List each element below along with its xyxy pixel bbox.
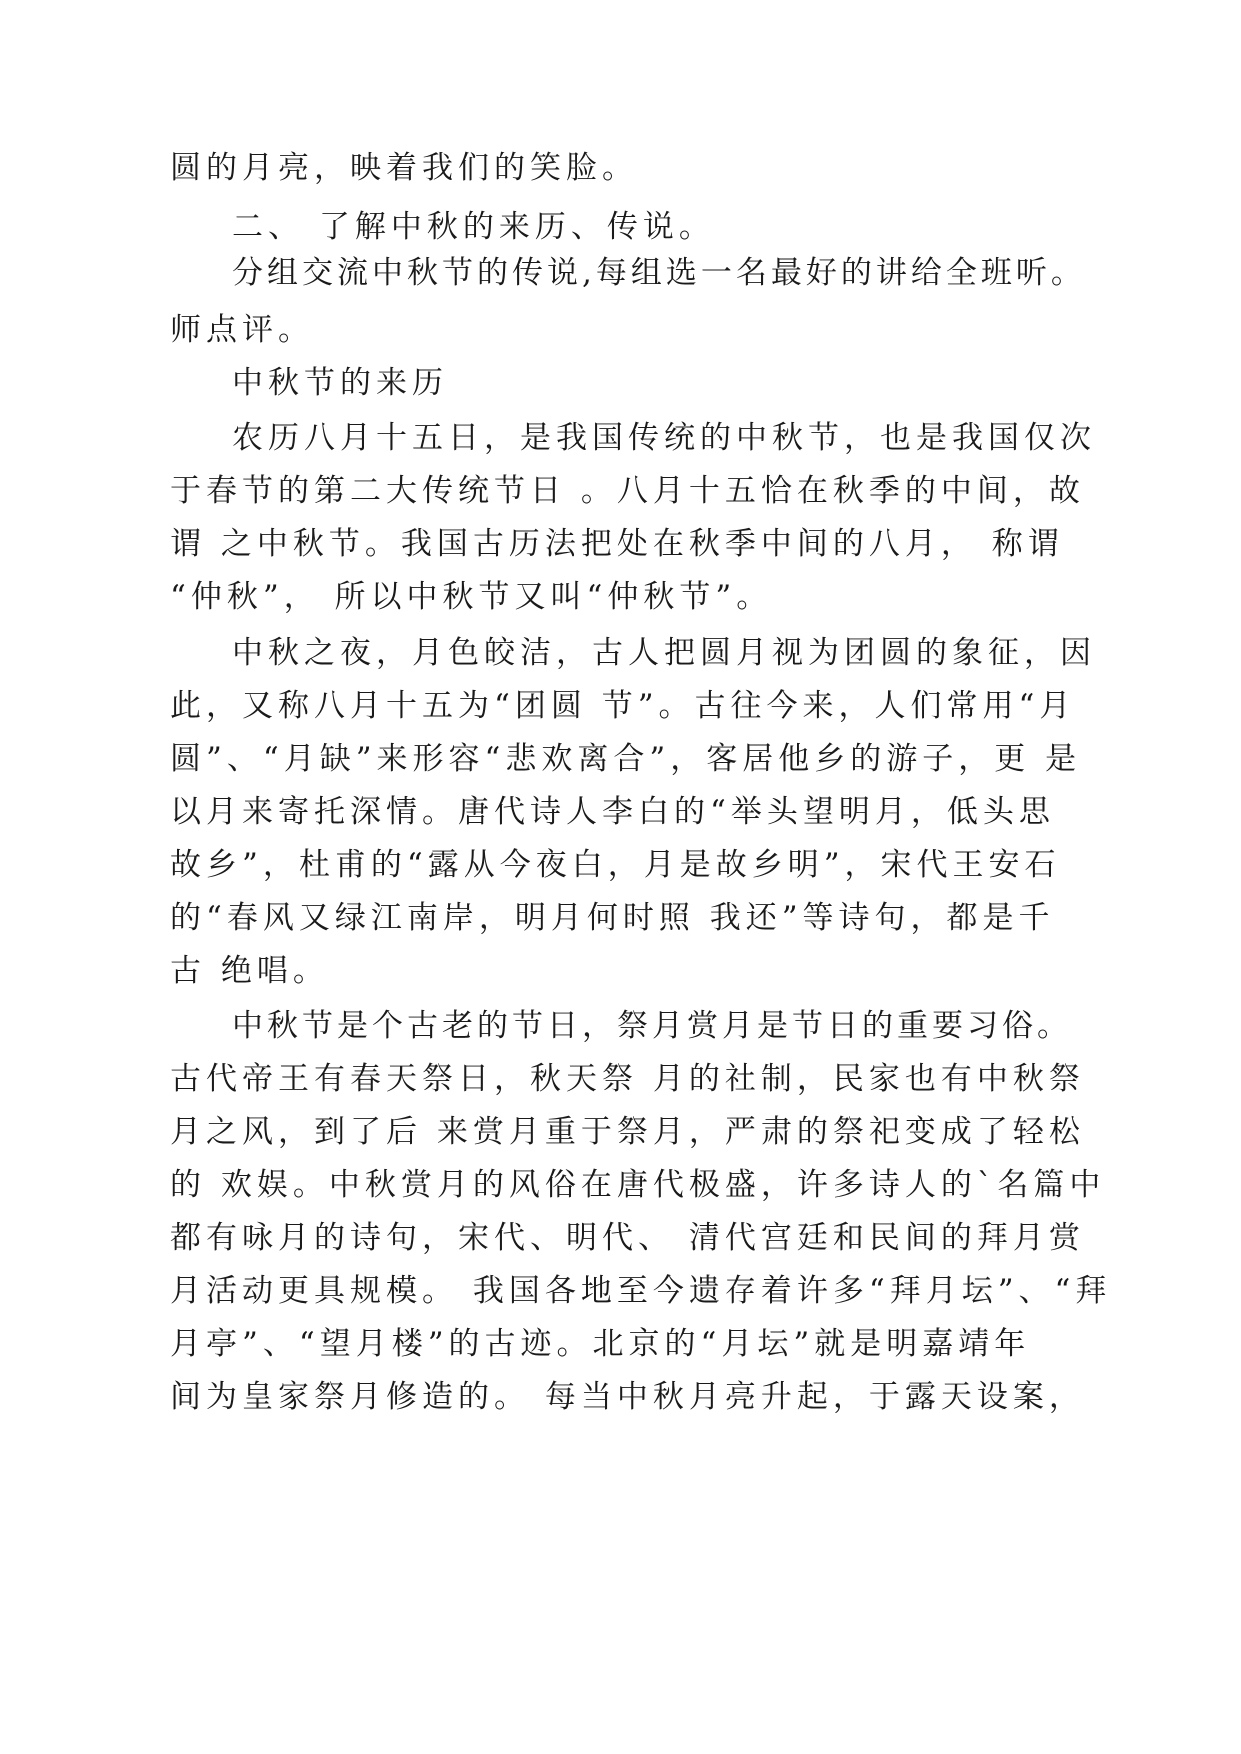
text-line: 农历八月十五日，是我国传统的中秋节，也是我国仅次 xyxy=(232,420,1096,456)
text-line: 的 欢娱。中秋赏月的风俗在唐代极盛，许多诗人的`名篇中 xyxy=(170,1167,1106,1203)
text-line: 此，又称八月十五为“团圆 节”。古往今来，人们常用“月 xyxy=(170,688,1076,724)
text-line: 都有咏月的诗句，宋代、明代、 清代宫廷和民间的拜月赏 xyxy=(170,1220,1085,1256)
text-line: 以月来寄托深情。唐代诗人李白的“举头望明月，低头思 xyxy=(170,794,1055,830)
text-line: 古代帝王有春天祭日，秋天祭 月的社制，民家也有中秋祭 xyxy=(170,1061,1085,1097)
text-line: 故乡”，杜甫的“露从今夜白，月是故乡明”，宋代王安石 xyxy=(170,847,1061,883)
text-line: “仲秋”， 所以中秋节又叫“仲秋节”。 xyxy=(170,579,773,615)
text-line: 于春节的第二大传统节日 。八月十五恰在秋季的中间，故 xyxy=(170,473,1085,509)
text-line: 中秋节是个古老的节日，祭月赏月是节日的重要习俗。 xyxy=(232,1008,1072,1044)
text-line: 月活动更具规模。 我国各地至今遗存着许多“拜月坛”、“拜 xyxy=(170,1273,1112,1309)
text-line: 的“春风又绿江南岸，明月何时照 我还”等诗句，都是千 xyxy=(170,900,1055,936)
text-line: 中秋之夜，月色皎洁，古人把圆月视为团圆的象征，因 xyxy=(232,635,1096,671)
text-line: 分组交流中秋节的传说,每组选一名最好的讲给全班听。 xyxy=(232,255,1086,291)
text-line: 师点评。 xyxy=(170,312,314,348)
text-line: 月亭”、“望月楼”的古迹。北京的“月坛”就是明嘉靖年 xyxy=(170,1326,1031,1362)
text-line: 谓 之中秋节。我国古历法把处在秋季中间的八月， 称谓 xyxy=(170,526,1064,562)
text-line: 间为皇家祭月修造的。 每当中秋月亮升起，于露天设案， xyxy=(170,1379,1085,1415)
subheading: 中秋节的来历 xyxy=(232,365,448,401)
section-heading: 二、 了解中秋的来历、传说。 xyxy=(232,209,715,245)
text-line: 月之风，到了后 来赏月重于祭月，严肃的祭祀变成了轻松 xyxy=(170,1114,1085,1150)
text-line: 圆”、“月缺”来形容“悲欢离合”，客居他乡的游子，更 是 xyxy=(170,741,1082,777)
text-line: 圆的月亮，映着我们的笑脸。 xyxy=(170,150,638,186)
text-line: 古 绝唱。 xyxy=(170,953,329,989)
